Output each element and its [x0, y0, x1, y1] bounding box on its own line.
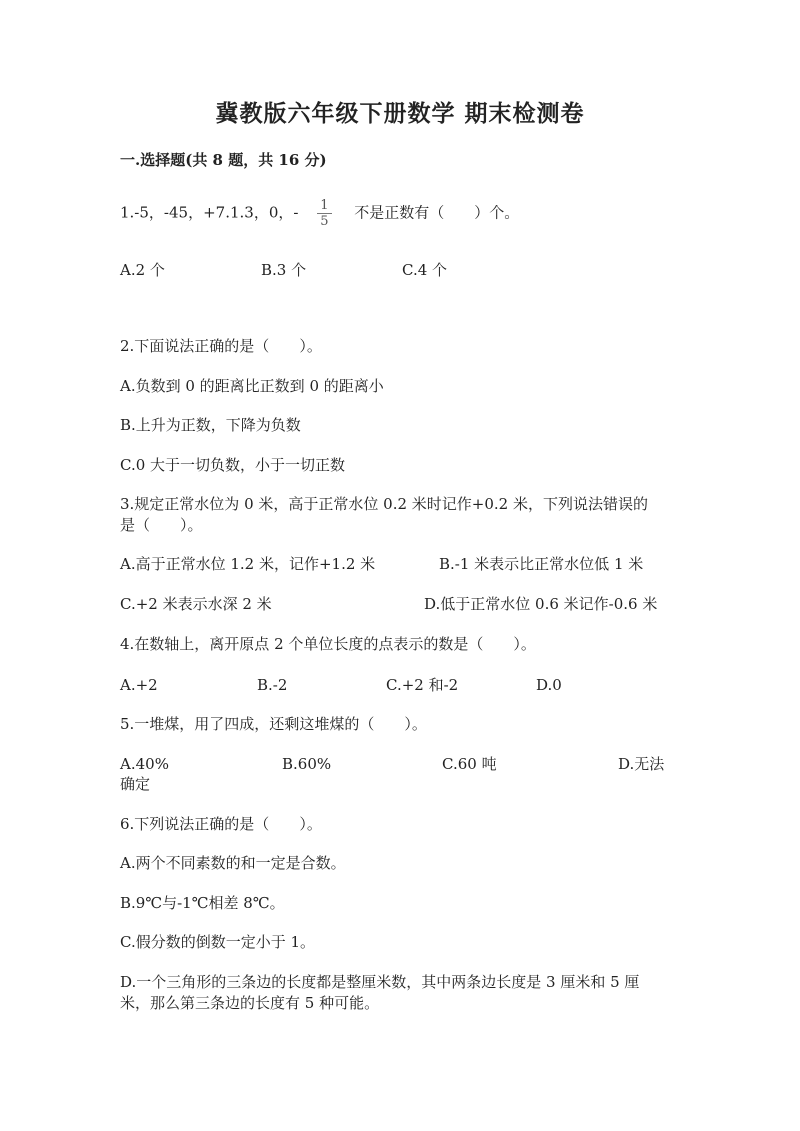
question-5: 5.一堆煤，用了四成，还剩这堆煤的（ ）。 [120, 715, 427, 733]
q6-option-a: A.两个不同素数的和一定是合数。 [120, 854, 346, 872]
q5-option-a: A.40% [120, 755, 169, 773]
q2-option-a: A.负数到 0 的距离比正数到 0 的距离小 [120, 377, 384, 395]
q5-option-b: B.60% [282, 755, 332, 773]
q1-option-b: B.3 个 [261, 261, 307, 279]
q4-option-c: C.+2 和-2 [386, 676, 459, 694]
q4-option-d: D.0 [536, 676, 562, 694]
q3-option-a: A.高于正常水位 1.2 米，记作+1.2 米 [120, 555, 376, 573]
q3-option-c: C.+2 米表示水深 2 米 [120, 595, 272, 613]
q6-option-c: C.假分数的倒数一定小于 1。 [120, 933, 316, 951]
q1-option-c: C.4 个 [402, 261, 448, 279]
q1-option-a: A.2 个 [120, 261, 165, 279]
fraction-one-fifth [317, 198, 331, 229]
section-heading: 一.选择题(共 8 题，共 16 分) [120, 151, 327, 169]
question-3-line-2: 是（ ）。 [120, 516, 203, 534]
q5-option-d: D.无法 [618, 755, 665, 773]
q4-option-b: B.-2 [257, 676, 288, 694]
q3-option-d: D.低于正常水位 0.6 米记作-0.6 米 [424, 595, 658, 613]
question-3-line-1: 3.规定正常水位为 0 米，高于正常水位 0.2 米时记作+0.2 米，下列说法错误的 [120, 495, 648, 513]
fraction-numerator: 1 [317, 198, 331, 214]
page-title: 冀教版六年级下册数学 期末检测卷 [215, 100, 585, 127]
q6-option-b: B.9℃与-1℃相差 8℃。 [120, 894, 285, 912]
q4-option-a: A.+2 [120, 676, 158, 694]
question-6: 6.下列说法正确的是（ ）。 [120, 815, 322, 833]
q5-option-c: C.60 吨 [442, 755, 497, 773]
q2-option-b: B.上升为正数，下降为负数 [120, 416, 301, 434]
q6-option-d-line-1: D.一个三角形的三条边的长度都是整厘米数，其中两条边长度是 3 厘米和 5 厘 [120, 973, 640, 991]
q6-option-d-line-2: 米，那么第三条边的长度有 5 种可能。 [120, 994, 380, 1012]
fraction-denominator: 5 [320, 214, 329, 229]
q5-option-d-wrap: 确定 [120, 775, 151, 793]
question-2: 2.下面说法正确的是（ ）。 [120, 337, 322, 355]
question-1-suffix: 不是正数有（ ）个。 [354, 203, 520, 222]
q2-option-c: C.0 大于一切负数，小于一切正数 [120, 456, 346, 474]
question-1 [120, 198, 519, 229]
q3-option-b: B.-1 米表示比正常水位低 1 米 [439, 555, 644, 573]
question-4: 4.在数轴上，离开原点 2 个单位长度的点表示的数是（ ）。 [120, 635, 536, 653]
question-1-prefix: 1.-5，-45，+7.1.3，0，- [120, 203, 299, 222]
